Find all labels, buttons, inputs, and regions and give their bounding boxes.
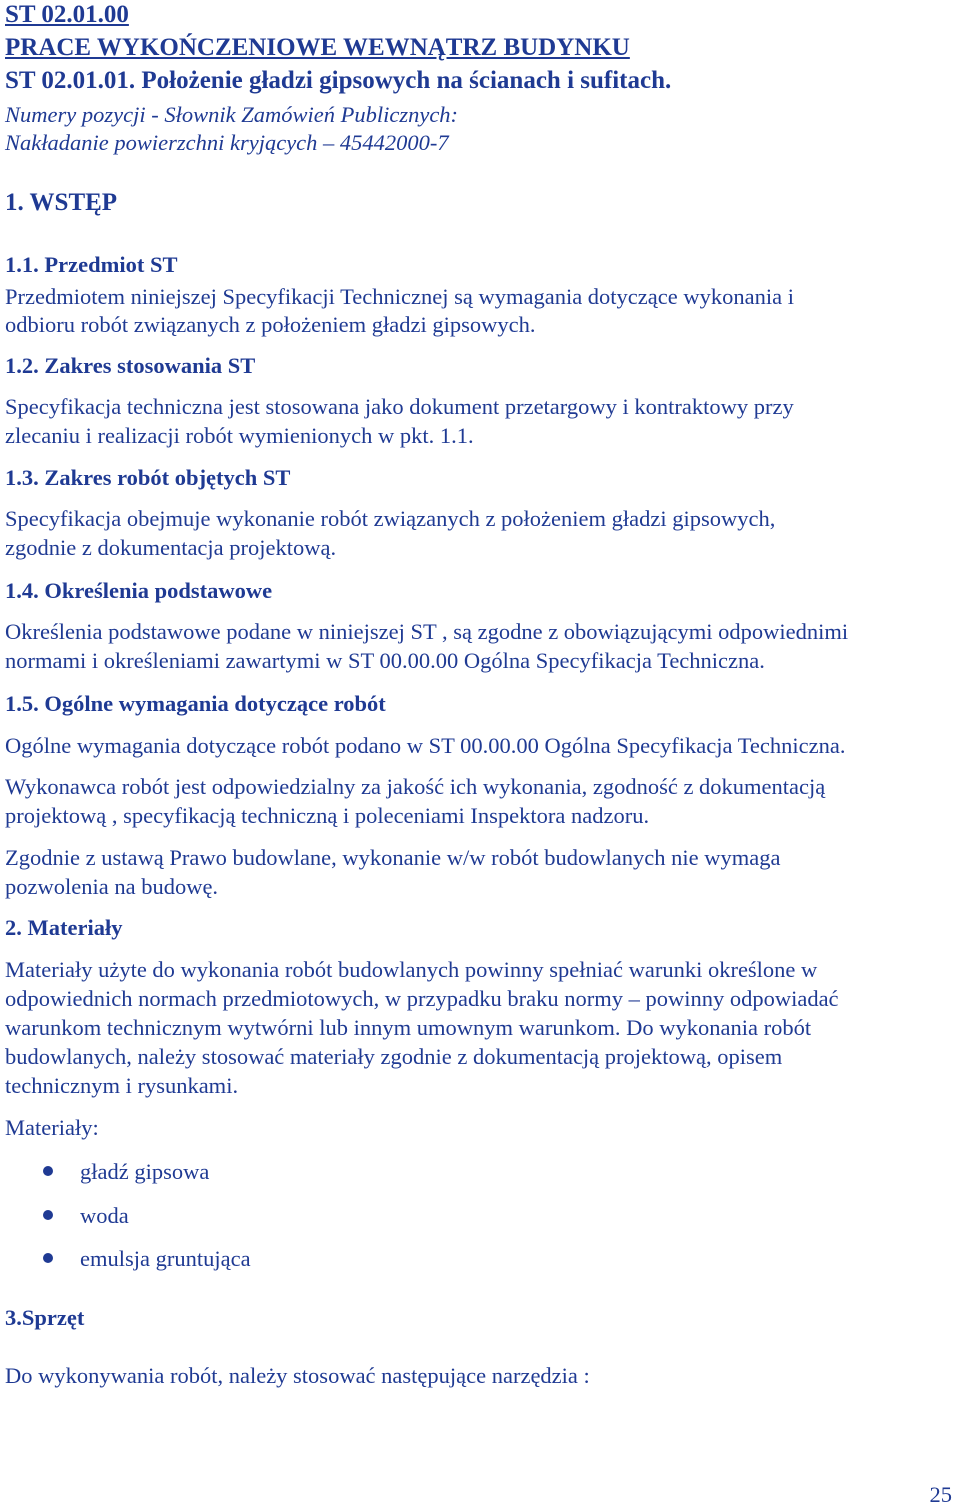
section-1-3-text: Specyfikacja obejmuje wykonanie robót związanych z położeniem gładzi gipsowych, <box>5 506 776 531</box>
section-2-text: Materiały użyte do wykonania robót budowlanych powinny spełniać warunki określone w <box>5 957 818 982</box>
section-3-title: 3.Sprzęt <box>5 1305 85 1330</box>
cpv-label: Numery pozycji - Słownik Zamówień Publicznych: <box>5 102 459 127</box>
section-1-4-title: 1.4. Określenia podstawowe <box>5 578 273 603</box>
materials-label: Materiały: <box>5 1115 99 1140</box>
section-2-text: budowlanych, należy stosować materiały zgodnie z dokumentacją projektową, opisem <box>5 1044 783 1069</box>
section-1-2-text: zlecaniu i realizacji robót wymienionych w pkt. 1.1. <box>5 423 474 448</box>
section-1-5-text: pozwolenia na budowę. <box>5 874 219 899</box>
section-1-4-text: normami i określeniami zawartymi w ST 00.00.00 Ogólna Specyfikacja Techniczna. <box>5 648 765 673</box>
section-2-text: odpowiednich normach przedmiotowych, w przypadku braku normy – powinny odpowiadać <box>5 986 839 1011</box>
section-1-2-title: 1.2. Zakres stosowania ST <box>5 353 256 378</box>
section-1-2-text: Specyfikacja techniczna jest stosowana jako dokument przetargowy i kontraktowy przy <box>5 394 794 419</box>
section-2-text: warunkom technicznym wytwórni lub innym umownym warunkom. Do wykonania robót <box>5 1015 812 1040</box>
bullet-icon <box>43 1166 53 1176</box>
spec-subtitle: ST 02.01.01. Położenie gładzi gipsowych na ścianach i sufitach. <box>5 67 672 94</box>
section-1-1-title: 1.1. Przedmiot ST <box>5 252 178 277</box>
bullet-icon <box>43 1253 53 1263</box>
section-1-5-text: Ogólne wymagania dotyczące robót podano w ST 00.00.00 Ogólna Specyfikacja Techniczna. <box>5 733 846 758</box>
section-1-title: 1. WSTĘP <box>5 189 118 216</box>
section-3-text: Do wykonywania robót, należy stosować następujące narzędzia : <box>5 1363 590 1388</box>
section-2-text: technicznym i rysunkami. <box>5 1073 239 1098</box>
list-item: emulsja gruntująca <box>80 1246 251 1271</box>
spec-title: PRACE WYKOŃCZENIOWE WEWNĄTRZ BUDYNKU <box>5 34 630 61</box>
section-1-3-text: zgodnie z dokumentacja projektową. <box>5 535 337 560</box>
section-1-5-text: projektową , specyfikacją techniczną i poleceniami Inspektora nadzoru. <box>5 803 650 828</box>
section-1-5-text: Zgodnie z ustawą Prawo budowlane, wykonanie w/w robót budowlanych nie wymaga <box>5 845 781 870</box>
page-number: 25 <box>929 1482 952 1507</box>
cpv-value: Nakładanie powierzchni kryjących – 45442000-7 <box>5 130 449 155</box>
section-1-1-text: odbioru robót związanych z położeniem gładzi gipsowych. <box>5 312 536 337</box>
spec-code: ST 02.01.00 <box>5 1 129 28</box>
section-2-title: 2. Materiały <box>5 915 123 940</box>
list-item: woda <box>80 1203 129 1228</box>
bullet-icon <box>43 1210 53 1220</box>
section-1-3-title: 1.3. Zakres robót objętych ST <box>5 465 291 490</box>
section-1-5-title: 1.5. Ogólne wymagania dotyczące robót <box>5 691 386 716</box>
section-1-1-text: Przedmiotem niniejszej Specyfikacji Technicznej są wymagania dotyczące wykonania i <box>5 284 794 309</box>
section-1-4-text: Określenia podstawowe podane w niniejszej ST , są zgodne z obowiązującymi odpowiednimi <box>5 619 849 644</box>
section-1-5-text: Wykonawca robót jest odpowiedzialny za jakość ich wykonania, zgodność z dokumentacją <box>5 774 826 799</box>
list-item: gładź gipsowa <box>80 1159 210 1184</box>
